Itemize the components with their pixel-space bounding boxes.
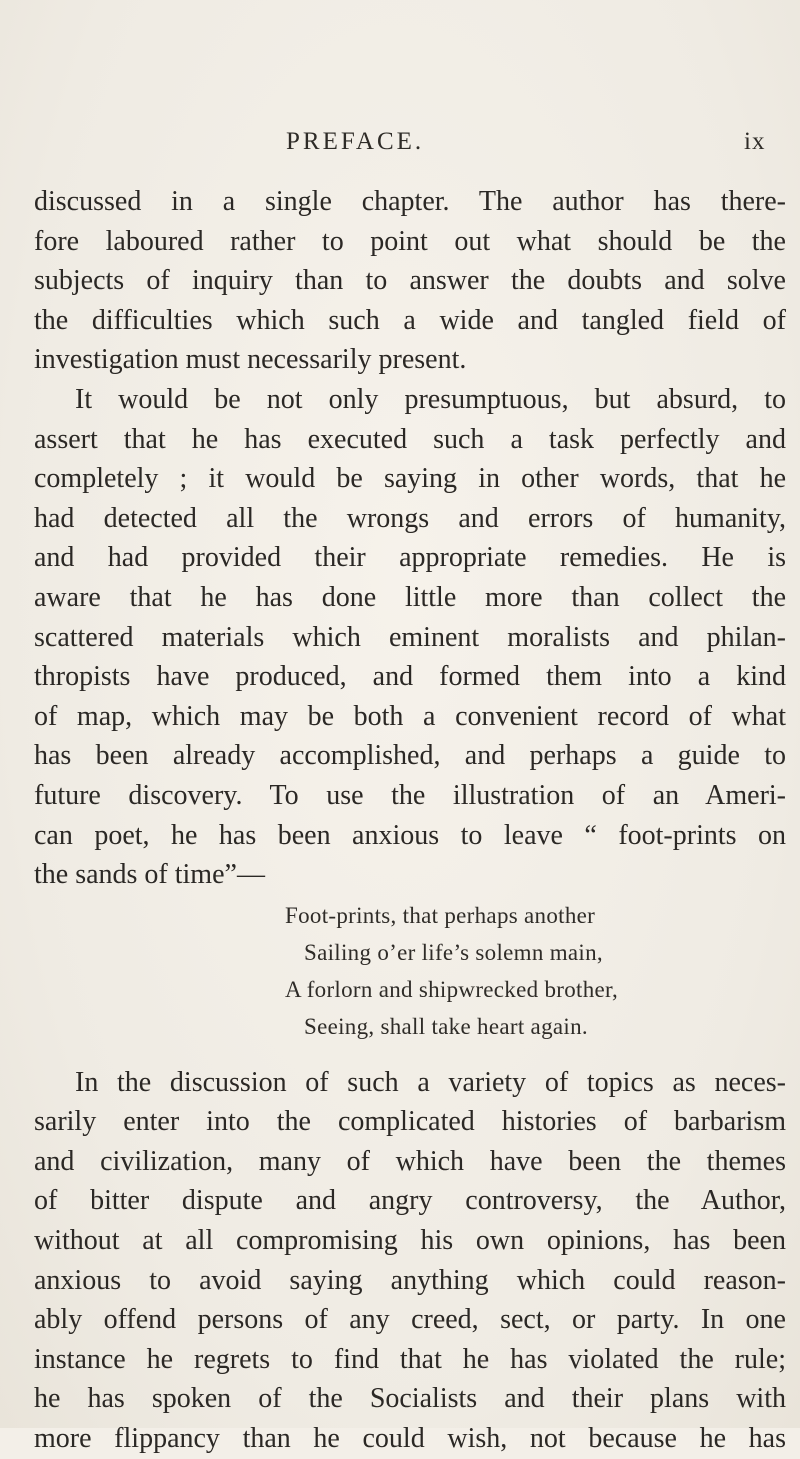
text-line: of bitter dispute and angry controversy, the Author, bbox=[34, 1185, 786, 1217]
text-line: completely ; it would be saying in other words, that he bbox=[34, 463, 786, 495]
verse-line: Seeing, shall take heart again. bbox=[304, 1013, 588, 1039]
text-line: assert that he has executed such a task perfectly and bbox=[34, 423, 786, 455]
text-line: had detected all the wrongs and errors of humanity, bbox=[34, 502, 786, 534]
page-number: ix bbox=[744, 128, 766, 155]
paragraph-1 bbox=[34, 182, 786, 380]
text-line: discussed in a single chapter. The author has there- bbox=[34, 186, 786, 217]
text-line: future discovery. To use the illustration of an Ameri- bbox=[34, 779, 786, 811]
text-line: the difficulties which such a wide and tangled field of bbox=[34, 304, 786, 336]
text-line: he has spoken of the Socialists and their plans with bbox=[34, 1383, 786, 1415]
text-line: and had provided their appropriate remedies. He is bbox=[34, 542, 786, 574]
text-line: more flippancy than he could wish, not because he has bbox=[34, 1423, 786, 1455]
verse-line: Foot-prints, that perhaps another bbox=[285, 902, 596, 928]
text-line: without at all compromising his own opinions, has been bbox=[34, 1225, 786, 1257]
page-title: PREFACE. bbox=[286, 128, 425, 155]
paragraph-3 bbox=[34, 1063, 786, 1459]
text-line: thropists have produced, and formed them into a kind bbox=[34, 661, 786, 693]
text-line: sarily enter into the complicated histories of barbarism bbox=[34, 1106, 786, 1138]
text-line: aware that he has done little more than collect the bbox=[34, 581, 786, 613]
text-line: ably offend persons of any creed, sect, or party. In one bbox=[34, 1304, 786, 1336]
text-line: fore laboured rather to point out what should be the bbox=[34, 225, 786, 257]
text-line: can poet, he has been anxious to leave “ foot-prints on bbox=[34, 819, 786, 851]
text-line: instance he regrets to find that he has violated the rule; bbox=[34, 1343, 786, 1375]
running-head bbox=[0, 128, 800, 168]
verse-quotation bbox=[34, 895, 786, 1063]
verse-line: A forlorn and shipwrecked brother, bbox=[285, 976, 619, 1002]
text-line: of map, which may be both a convenient record of what bbox=[34, 700, 786, 732]
text-line: the sands of time”— bbox=[34, 859, 265, 891]
text-line: In the discussion of such a variety of topics as neces- bbox=[75, 1066, 786, 1098]
text-line: anxious to avoid saying anything which could reason- bbox=[34, 1264, 786, 1296]
text-line: It would be not only presumptuous, but absurd, to bbox=[75, 383, 786, 415]
body-text bbox=[34, 182, 786, 1459]
text-line: subjects of inquiry than to answer the doubts and solve bbox=[34, 265, 786, 297]
text-line: has been already accomplished, and perhaps a guide to bbox=[34, 740, 786, 772]
text-line: scattered materials which eminent moralists and philan- bbox=[34, 621, 786, 653]
paragraph-2 bbox=[34, 380, 786, 895]
text-line: and civilization, many of which have been the themes bbox=[34, 1145, 786, 1177]
text-line: investigation must necessarily present. bbox=[34, 344, 467, 376]
verse-line: Sailing o’er life’s solemn main, bbox=[304, 939, 603, 965]
